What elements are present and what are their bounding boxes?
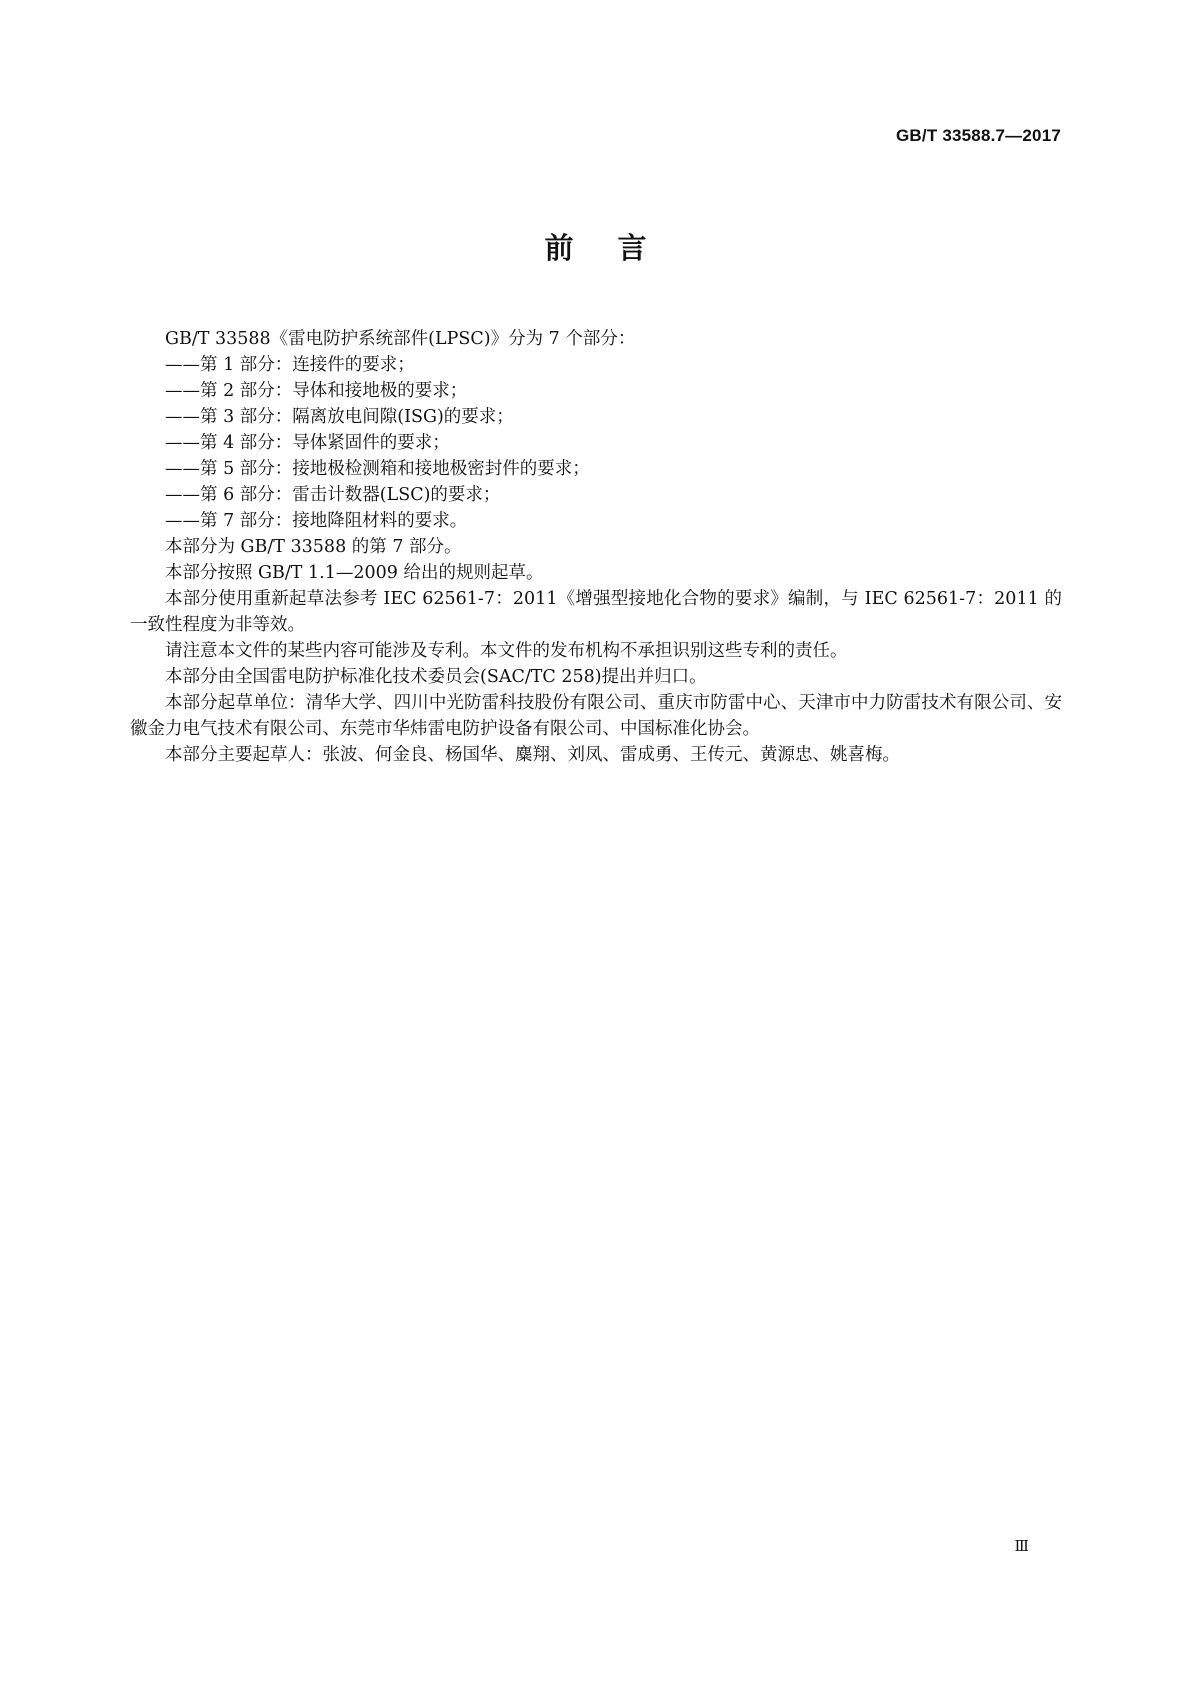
body-paragraph: 本部分按照 GB/T 1.1—2009 给出的规则起草。: [165, 563, 544, 583]
page-number: Ⅲ: [1014, 1537, 1029, 1555]
page-title: 前言: [544, 231, 691, 265]
body-paragraph: 本部分主要起草人：张波、何金良、杨国华、麋翔、刘凤、雷成勇、王传元、黄源忠、姚喜梅。: [165, 745, 900, 765]
body-paragraph: 本部分起草单位：清华大学、四川中光防雷科技股份有限公司、重庆市防雷中心、天津市中力防雷技术有限公司、安徽金力电气技术有限公司、东莞市华炜雷电防护设备有限公司、中国标准化协会。: [130, 693, 1062, 739]
part-list-item: ——第 3 部分：隔离放电间隙(ISG)的要求；: [165, 407, 514, 427]
standard-code: GB/T 33588.7—2017: [896, 126, 1061, 145]
body-paragraph: 本部分为 GB/T 33588 的第 7 部分。: [165, 537, 462, 557]
part-list-item: ——第 4 部分：导体紧固件的要求；: [165, 433, 450, 453]
part-list-item: ——第 6 部分：雷击计数器(LSC)的要求；: [165, 485, 501, 505]
body-paragraph: 本部分由全国雷电防护标准化技术委员会(SAC/TC 258)提出并归口。: [165, 667, 707, 687]
part-list-item: ——第 2 部分：导体和接地极的要求；: [165, 381, 468, 401]
body-paragraph: 请注意本文件的某些内容可能涉及专利。本文件的发布机构不承担识别这些专利的责任。: [165, 641, 848, 661]
body-paragraph: 本部分使用重新起草法参考 IEC 62561-7：2011《增强型接地化合物的要求》编制，与 IEC 62561-7：2011 的一致性程度为非等效。: [130, 589, 1062, 635]
part-list-item: ——第 5 部分：接地极检测箱和接地极密封件的要求；: [165, 459, 590, 479]
intro-paragraph: GB/T 33588《雷电防护系统部件(LPSC)》分为 7 个部分：: [165, 329, 636, 349]
foreword-body: [130, 326, 1062, 768]
part-list-item: ——第 7 部分：接地降阻材料的要求。: [165, 511, 468, 531]
part-list-item: ——第 1 部分：连接件的要求；: [165, 355, 415, 375]
